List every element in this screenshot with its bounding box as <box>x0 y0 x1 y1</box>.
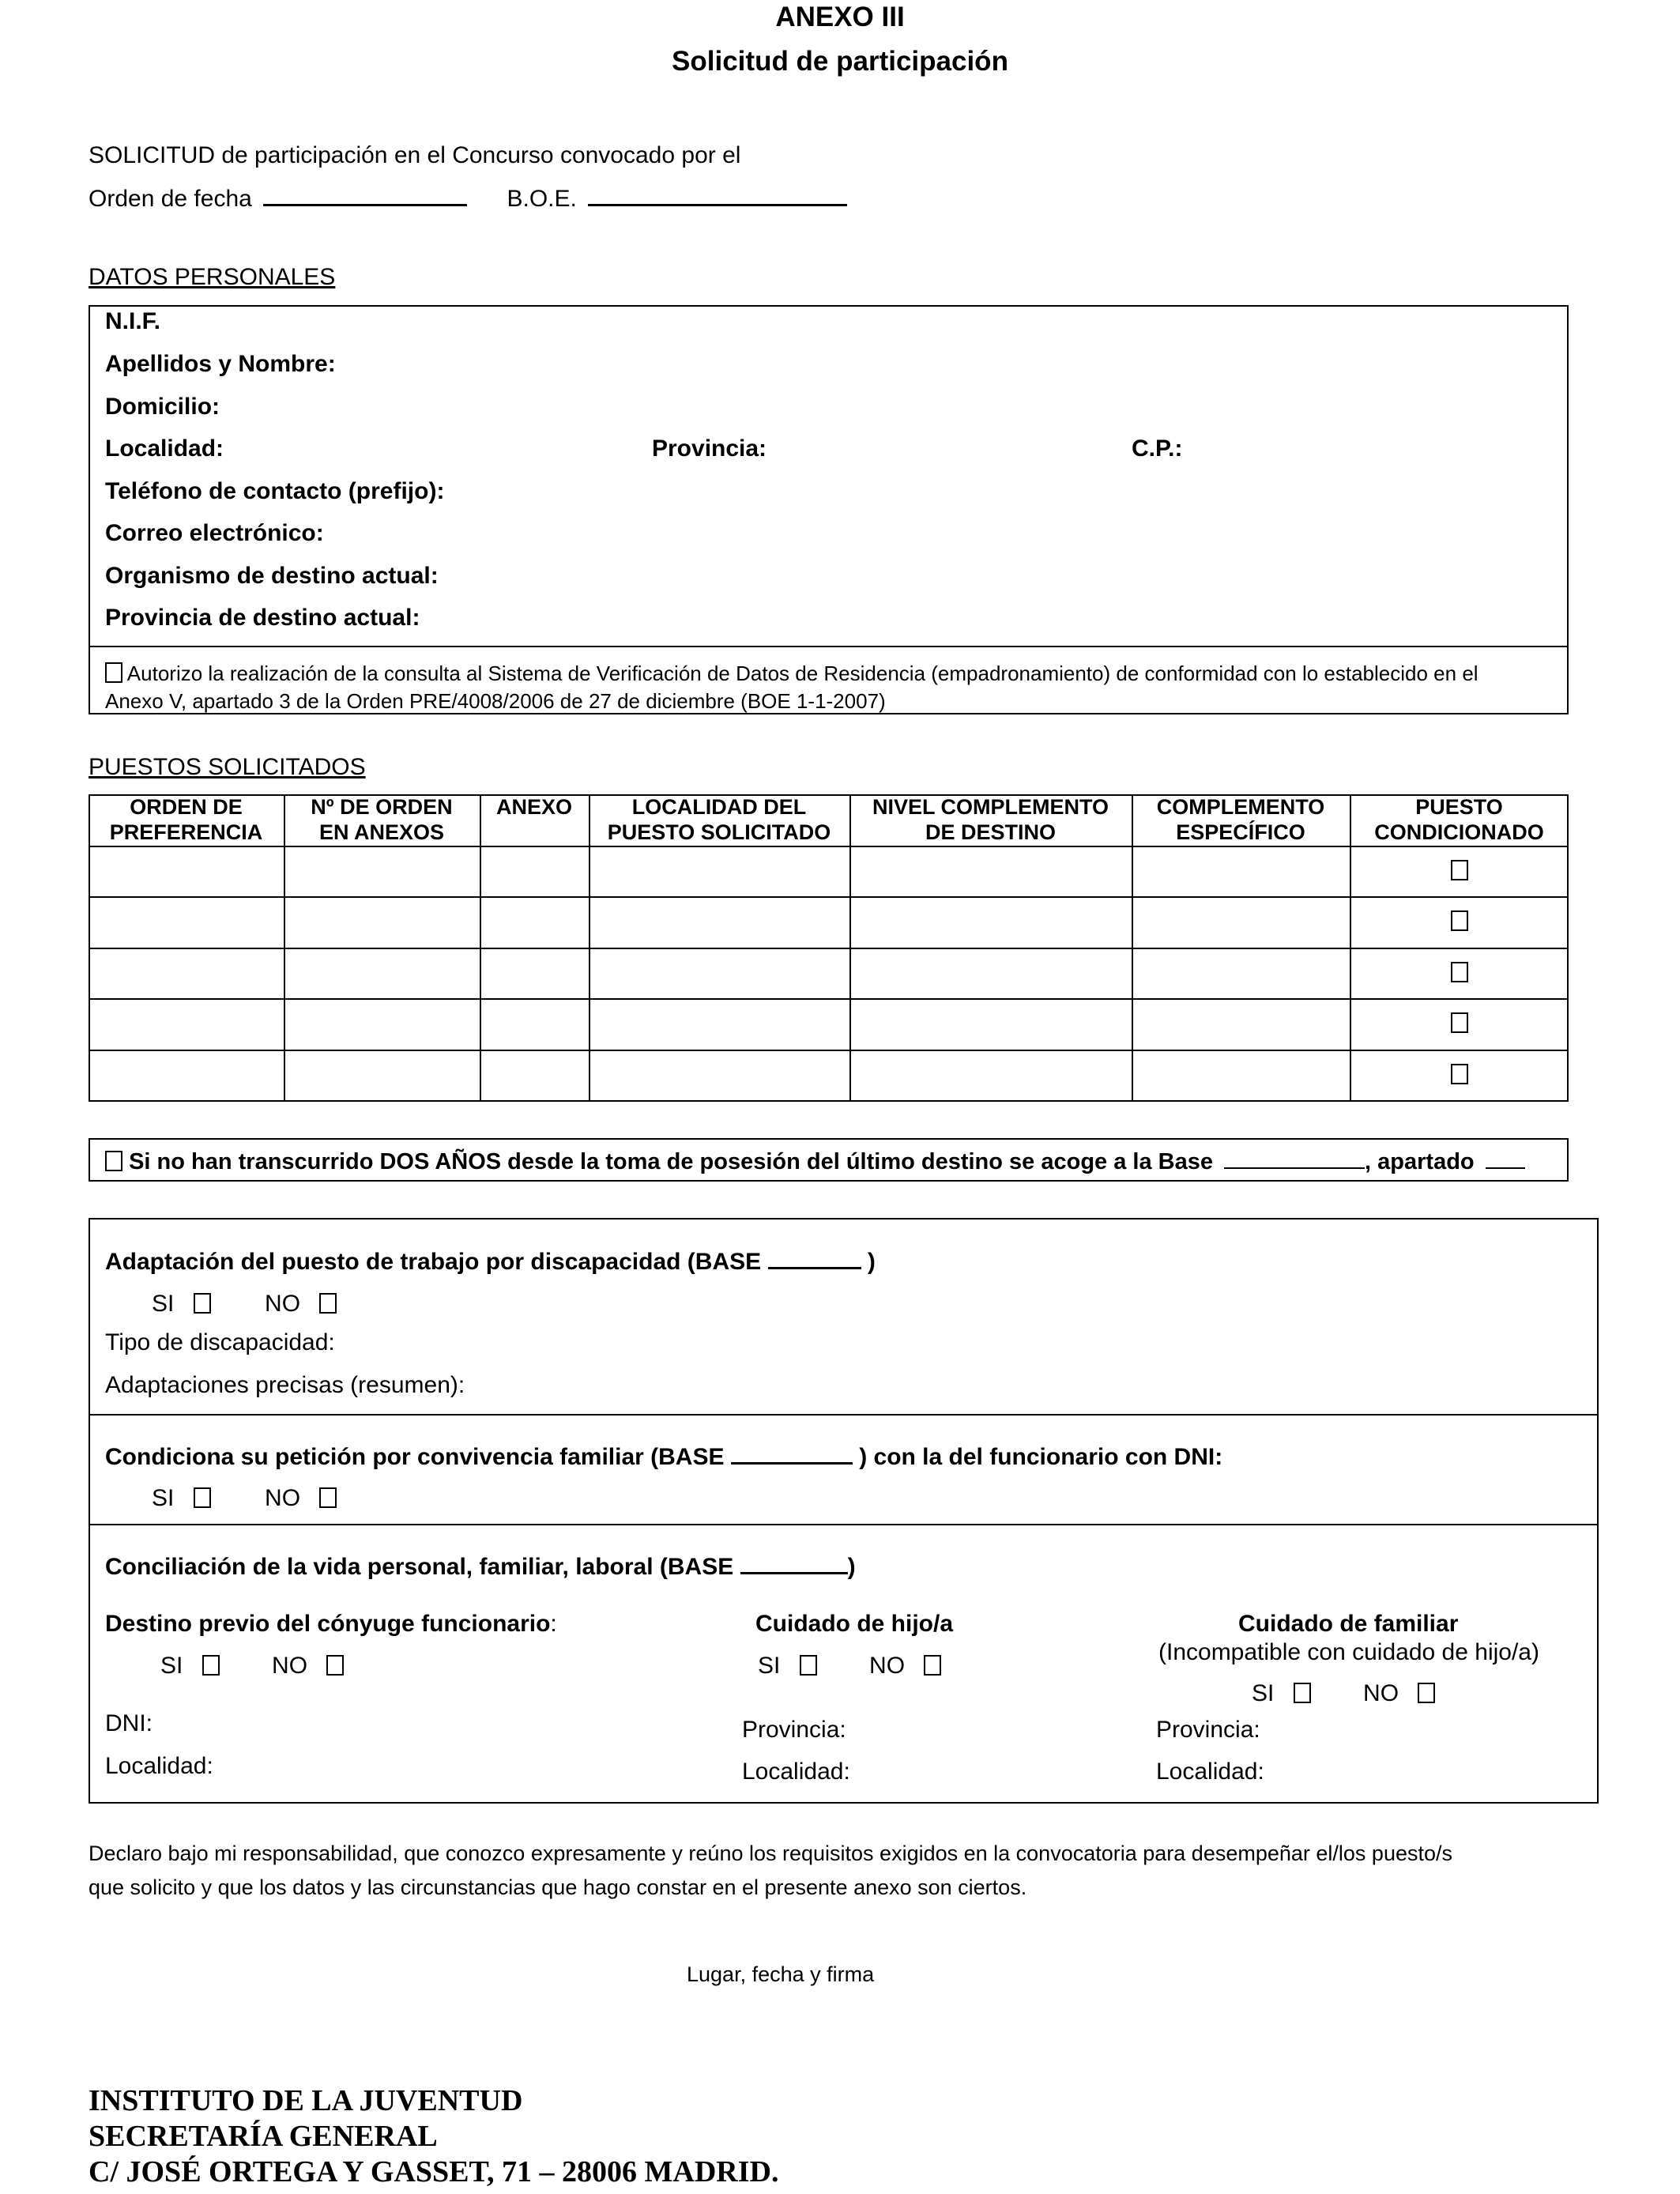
no-label: NO <box>869 1653 906 1679</box>
order-date-row <box>89 185 847 213</box>
child-care-yes-no <box>758 1653 941 1679</box>
no-label: NO <box>1363 1680 1399 1706</box>
no-label: NO <box>272 1653 308 1679</box>
col-header-annex-order <box>284 794 480 845</box>
footer-department: SECRETARÍA GENERAL <box>89 2120 438 2153</box>
family-care-title: Cuidado de familiar <box>1238 1611 1459 1637</box>
conciliation-title-text: Conciliación de la vida personal, familiar, laboral (BASE <box>105 1554 734 1580</box>
col-header-line: PUESTO SOLICITADO <box>607 820 831 844</box>
yes-label: SI <box>152 1485 175 1511</box>
spouse-title-text: Destino previo del cónyuge funcionario <box>105 1611 551 1637</box>
no-label: NO <box>265 1485 301 1511</box>
signature-label: Lugar, fecha y firma <box>687 1962 875 1986</box>
nif-label: N.I.F. <box>105 308 161 334</box>
divider <box>89 1414 1599 1416</box>
spouse-title-colon: : <box>550 1611 557 1637</box>
family-care-locality-label: Localidad: <box>1156 1759 1264 1785</box>
col-header-line: PREFERENCIA <box>109 820 263 844</box>
no-label: NO <box>265 1291 301 1317</box>
authorize-text: Autorizo la realización de la consulta al Sistema de Verificación de Datos de Residencia (empadronamiento) de conformidad con lo establecido en el <box>126 662 1478 685</box>
spouse-title <box>105 1611 557 1638</box>
family-care-yes-no <box>1252 1680 1435 1707</box>
child-care-locality-label: Localidad: <box>742 1759 850 1785</box>
child-care-title: Cuidado de hijo/a <box>755 1611 954 1637</box>
disability-yes-checkbox[interactable] <box>194 1293 211 1314</box>
boe-field[interactable] <box>588 185 847 206</box>
footer-institute: INSTITUTO DE LA JUVENTUD <box>89 2084 523 2117</box>
spouse-yes-checkbox[interactable] <box>202 1655 220 1676</box>
conciliation-title <box>105 1554 856 1581</box>
yes-label: SI <box>152 1291 175 1317</box>
intro-line: SOLICITUD de participación en el Concurso convocado por el <box>89 142 741 168</box>
divider <box>89 1524 1599 1525</box>
postcode-label: C.P.: <box>1132 435 1183 462</box>
family-care-no-checkbox[interactable] <box>1418 1683 1435 1703</box>
current-province-label: Provincia de destino actual: <box>105 605 420 631</box>
col-header-line: LOCALIDAD DEL <box>631 795 807 819</box>
disability-no-checkbox[interactable] <box>319 1293 337 1314</box>
col-header-preference <box>89 794 284 845</box>
two-years-text: Si no han transcurrido DOS AÑOS desde la toma de posesión del último destino se acoge a la Base <box>129 1149 1213 1174</box>
child-care-province-label: Provincia: <box>742 1717 846 1743</box>
posts-section-title: PUESTOS SOLICITADOS <box>89 754 366 780</box>
authorize-checkbox[interactable] <box>105 662 122 683</box>
conciliation-title-close: ) <box>847 1554 856 1580</box>
apartado-label: , apartado <box>1365 1149 1475 1174</box>
family-title-text: Condiciona su petición por convivencia familiar (BASE <box>105 1444 725 1470</box>
apartado-field[interactable] <box>1486 1152 1525 1169</box>
col-header-line: COMPLEMENTO <box>1156 795 1325 819</box>
row-divider <box>89 948 1569 949</box>
col-header-line: CONDICIONADO <box>1374 820 1544 844</box>
family-title-tail: ) con la del funcionario con DNI: <box>859 1444 1223 1470</box>
family-title <box>105 1444 1222 1471</box>
col-header-line: ESPECÍFICO <box>1176 820 1305 844</box>
family-care-subtitle: (Incompatible con cuidado de hijo/a) <box>1158 1639 1539 1665</box>
spouse-yes-no <box>160 1653 344 1679</box>
col-header-specific <box>1132 794 1350 845</box>
col-header-line: Nº DE ORDEN <box>311 795 453 819</box>
conditioned-checkbox-1[interactable] <box>1451 860 1468 880</box>
two-years-checkbox[interactable] <box>105 1151 122 1171</box>
col-header-line: ORDEN DE <box>130 795 243 819</box>
disability-title-close: ) <box>867 1249 876 1275</box>
divider <box>89 646 1569 647</box>
col-header-line: PUESTO <box>1415 795 1503 819</box>
row-divider <box>89 896 1569 898</box>
disability-title <box>105 1249 876 1276</box>
spouse-no-checkbox[interactable] <box>326 1655 344 1676</box>
row-divider <box>89 998 1569 1000</box>
col-header-annex <box>480 794 589 820</box>
child-care-yes-checkbox[interactable] <box>800 1655 817 1676</box>
personal-section-title: DATOS PERSONALES <box>89 264 336 290</box>
child-care-no-checkbox[interactable] <box>924 1655 941 1676</box>
name-label: Apellidos y Nombre: <box>105 351 336 377</box>
declaration-text-cont: que solicito y que los datos y las circunstancias que hago constar en el presente anexo son ciertos. <box>89 1875 1027 1899</box>
yes-label: SI <box>1252 1680 1275 1706</box>
spouse-locality-label: Localidad: <box>105 1753 213 1779</box>
province-label: Provincia: <box>652 435 767 462</box>
row-divider <box>89 1050 1569 1051</box>
annex-heading: ANEXO III <box>775 2 905 32</box>
col-header-line: NIVEL COMPLEMENTO <box>872 795 1109 819</box>
order-date-label: Orden de fecha <box>89 186 252 212</box>
col-header-line: ANEXO <box>495 795 573 819</box>
col-header-locality <box>589 794 849 845</box>
yes-label: SI <box>758 1653 781 1679</box>
family-yes-checkbox[interactable] <box>194 1487 211 1508</box>
conditioned-checkbox-4[interactable] <box>1451 1012 1468 1033</box>
phone-label: Teléfono de contacto (prefijo): <box>105 478 445 504</box>
declaration-text: Declaro bajo mi responsabilidad, que conozco expresamente y reúno los requisitos exigidos en la convocatoria para desempeñar el/los puesto/s <box>89 1842 1452 1865</box>
footer-address: C/ JOSÉ ORTEGA Y GASSET, 71 – 28006 MADRID. <box>89 2155 779 2188</box>
authorize-text-cont: Anexo V, apartado 3 de la Orden PRE/4008/2006 de 27 de diciembre (BOE 1-1-2007) <box>105 689 886 713</box>
family-base-field[interactable] <box>731 1445 853 1465</box>
conditioned-checkbox-3[interactable] <box>1451 962 1468 982</box>
col-header-level <box>849 794 1132 845</box>
family-yes-no <box>152 1485 337 1512</box>
conciliation-base-field[interactable] <box>740 1555 848 1574</box>
locality-label: Localidad: <box>105 435 224 462</box>
adaptations-label: Adaptaciones precisas (resumen): <box>105 1372 465 1398</box>
page-title: Solicitud de participación <box>672 46 1008 77</box>
disability-base-field[interactable] <box>768 1250 861 1269</box>
col-header-conditioned <box>1350 794 1569 845</box>
current-org-label: Organismo de destino actual: <box>105 563 439 589</box>
disability-yes-no <box>152 1291 337 1318</box>
email-label: Correo electrónico: <box>105 520 324 546</box>
row-divider <box>89 846 1569 847</box>
col-header-line: DE DESTINO <box>925 820 1057 844</box>
spouse-dni-label: DNI: <box>105 1710 153 1736</box>
conditioned-checkbox-2[interactable] <box>1451 910 1468 931</box>
authorize-row <box>105 662 1478 686</box>
family-care-yes-checkbox[interactable] <box>1294 1683 1311 1703</box>
conditioned-checkbox-5[interactable] <box>1451 1064 1468 1084</box>
col-header-line: EN ANEXOS <box>318 820 445 844</box>
two-years-row <box>105 1149 1525 1175</box>
disability-type-label: Tipo de discapacidad: <box>105 1329 335 1355</box>
yes-label: SI <box>160 1653 183 1679</box>
family-no-checkbox[interactable] <box>319 1487 337 1508</box>
address-label: Domicilio: <box>105 394 220 420</box>
family-care-province-label: Provincia: <box>1156 1717 1260 1743</box>
base-field[interactable] <box>1224 1152 1365 1169</box>
disability-title-text: Adaptación del puesto de trabajo por discapacidad (BASE <box>105 1249 762 1275</box>
boe-label: B.O.E. <box>507 186 577 212</box>
order-date-field[interactable] <box>263 185 467 206</box>
